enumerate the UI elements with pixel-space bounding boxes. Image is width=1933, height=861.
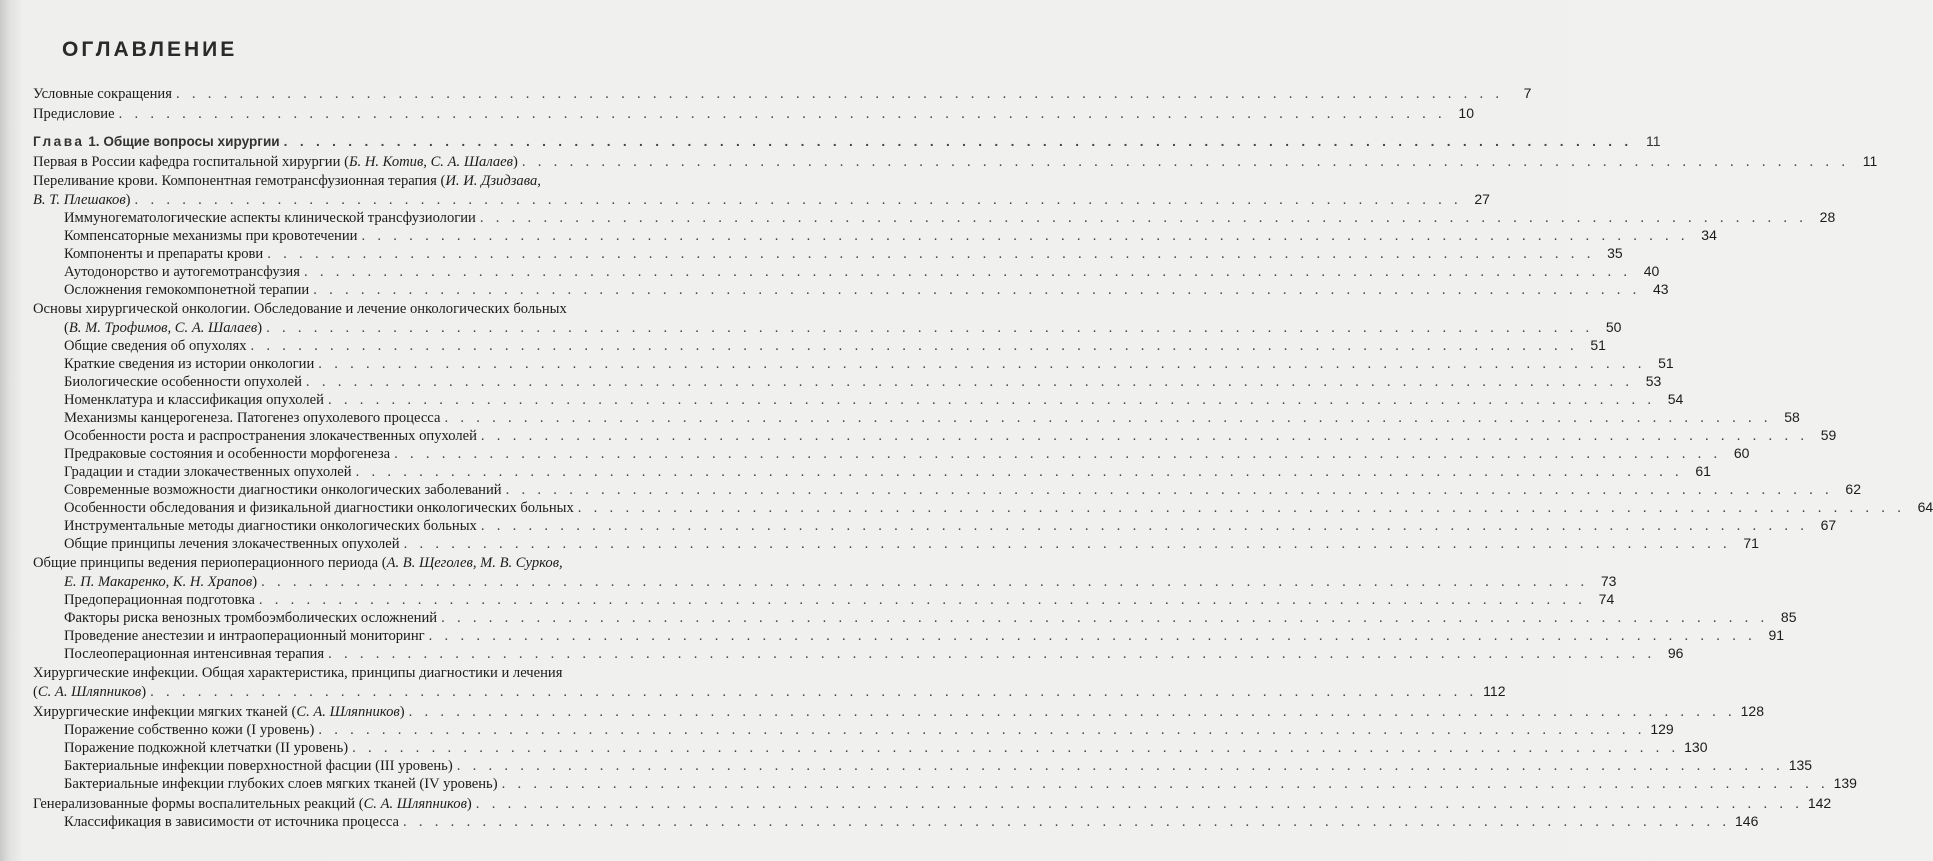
toc-entry-title (33, 703, 405, 721)
toc-entry-title (33, 795, 472, 813)
dot-leader (251, 337, 1578, 355)
toc-entry-title (64, 499, 574, 517)
dot-leader (306, 373, 1633, 391)
toc-entry-title (64, 245, 263, 263)
toc-entry (33, 444, 1750, 462)
toc-entry (33, 534, 1759, 552)
entry-text: Первая в России кафедра госпитальной хирургии ( (33, 154, 349, 170)
toc-entry-title (64, 591, 255, 609)
toc-entry-title (33, 153, 518, 171)
page-number: 53 (1645, 373, 1662, 389)
entry-text: 1. Общие вопросы хирургии (84, 134, 280, 149)
toc-entry-title (64, 813, 399, 831)
entry-text: Особенности обследования и физикальной диагностики онкологических больных (64, 500, 574, 516)
dot-leader (328, 391, 1655, 409)
author-names: Е. П. Макаренко, К. Н. Храпов (64, 574, 253, 590)
entry-text: Краткие сведения из истории онкологии (64, 356, 315, 372)
toc-entry (33, 516, 1837, 534)
entry-text: Поражение собственно кожи (I уровень) (64, 722, 315, 738)
toc-entry (33, 104, 1474, 122)
dot-leader (409, 703, 1736, 721)
author-names: Б. Н. Котив, С. А. Шалаев (348, 154, 513, 170)
toc-entry-title (64, 409, 440, 427)
entry-text: Предоперационная подготовка (64, 592, 255, 608)
toc-entry-title (64, 757, 453, 775)
dot-leader (476, 795, 1803, 813)
entry-text: Бактериальные инфекции глубоких слоев мягких тканей (IV уровень) (64, 776, 498, 792)
entry-text: Особенности роста и распространения злокачественных опухолей (64, 428, 477, 444)
dot-leader (506, 481, 1833, 499)
entry-text: ) (513, 154, 518, 170)
author-names: И. И. Дзидзава, (445, 173, 541, 189)
dot-leader (313, 281, 1640, 299)
page-number: 11 (1645, 133, 1661, 149)
entry-text: Механизмы канцерогенеза. Патогенез опухолевого процесса (64, 410, 441, 426)
dot-leader (457, 757, 1784, 775)
dot-leader (135, 191, 1462, 209)
page-number: 146 (1735, 813, 1759, 829)
entry-text: Общие сведения об опухолях (64, 338, 247, 354)
page-number: 11 (1862, 153, 1878, 169)
dot-leader (284, 133, 1633, 151)
entry-text: Бактериальные инфекции поверхностной фасции (III уровень) (64, 758, 453, 774)
page-number: 27 (1474, 191, 1490, 207)
page-number: 142 (1807, 795, 1832, 811)
entry-text: Общие принципы лечения злокачественных опухолей (64, 536, 400, 552)
page-number: 96 (1667, 645, 1684, 661)
toc-entry (33, 152, 1878, 170)
dot-leader (119, 105, 1446, 123)
toc-entry (33, 812, 1759, 830)
entry-text: Биологические особенности опухолей (64, 374, 302, 390)
dot-leader (394, 445, 1721, 463)
toc-entry (33, 336, 1606, 354)
entry-text: Хирургические инфекции. Общая характеристика, принципы диагностики и лечения (33, 665, 563, 681)
toc-entry (33, 354, 1674, 372)
toc-entry-title (64, 281, 309, 299)
page-number: 130 (1684, 739, 1708, 755)
toc-entry (33, 794, 1832, 812)
toc-entry-title (33, 172, 541, 190)
toc-entry (33, 318, 1622, 336)
page-number: 91 (1768, 627, 1785, 643)
page-number: 54 (1667, 391, 1684, 407)
toc-entry-title (64, 573, 257, 591)
entry-text: ( (33, 684, 38, 700)
author-names: С. А. Шляпников (37, 684, 142, 700)
entry-text: Современные возможности диагностики онкологических заболеваний (64, 482, 502, 498)
toc-entry-title (33, 664, 562, 682)
dot-leader (176, 85, 1503, 103)
dot-leader (266, 319, 1593, 337)
page-number: 129 (1650, 721, 1674, 737)
page-number: 43 (1653, 281, 1669, 297)
entry-text: Генерализованные формы воспалительных реакций ( (33, 796, 364, 812)
toc-entry (33, 280, 1669, 298)
entry-text: Факторы риска венозных тромбоэмболических осложнений (64, 610, 438, 626)
toc-entry (33, 554, 626, 572)
page-number: 61 (1695, 463, 1711, 479)
page-number: 59 (1820, 427, 1837, 443)
entry-text: ( (64, 320, 69, 336)
entry-text: ) (466, 796, 472, 812)
toc-entry-title (64, 373, 302, 391)
entry-text: Общие принципы ведения периоперационного периода ( (33, 555, 387, 571)
dot-leader (441, 609, 1768, 627)
toc-entry (33, 262, 1660, 280)
toc-entry-title (33, 300, 567, 318)
toc-entry-title (33, 105, 115, 123)
dot-leader (481, 427, 1808, 445)
dot-leader (150, 683, 1477, 701)
toc-entry-title (33, 683, 146, 701)
page-number: 67 (1820, 517, 1837, 533)
toc-entry (33, 480, 1861, 498)
page-title: ОГЛАВЛЕНИЕ (62, 38, 238, 61)
toc-entry (33, 702, 1764, 720)
entry-text: ) (125, 192, 131, 208)
toc-entry-title (64, 775, 498, 793)
entry-text: Условные сокращения (33, 86, 172, 102)
entry-text: ) (257, 320, 263, 336)
toc-entry (33, 756, 1813, 774)
toc-entry (33, 626, 1785, 644)
toc-entry-title (64, 391, 324, 409)
toc-entry (33, 372, 1662, 390)
toc-entry-title (64, 535, 400, 553)
entry-text: Поражение подкожной клетчатки (II уровень) (64, 740, 349, 756)
entry-text: Основы хирургической онкологии. Обследование и лечение онкологических больных (33, 301, 567, 317)
toc-entry-title (64, 481, 502, 499)
toc-entry (33, 498, 1933, 516)
dot-leader (259, 591, 1586, 609)
toc-entry (33, 226, 1717, 244)
entry-text: Компоненты и препараты крови (64, 246, 264, 262)
page-number: 51 (1590, 337, 1606, 353)
dot-leader (429, 627, 1756, 645)
table-of-contents (33, 84, 1933, 830)
toc-entry-title (64, 337, 247, 355)
toc-entry (33, 300, 626, 318)
dot-leader (404, 535, 1731, 553)
toc-entry (33, 208, 1836, 226)
toc-entry (33, 408, 1800, 426)
toc-entry (33, 572, 1617, 590)
toc-entry-title (64, 645, 324, 663)
page-number: 58 (1784, 409, 1800, 425)
dot-leader (304, 263, 1631, 281)
toc-entry-title (64, 445, 390, 463)
page-number: 35 (1607, 245, 1623, 261)
toc-chapter-entry (33, 132, 1661, 150)
dot-leader (522, 153, 1849, 171)
toc-entry-title (64, 319, 262, 337)
dot-leader (403, 813, 1730, 831)
entry-text: Послеоперационная интенсивная терапия (64, 646, 325, 662)
dot-leader (318, 721, 1645, 739)
toc-entry (33, 774, 1857, 792)
entry-text: ) (252, 574, 258, 590)
toc-entry-title (64, 517, 477, 535)
toc-entry-title (64, 721, 314, 739)
toc-entry-title (33, 191, 131, 209)
page-number: 139 (1833, 775, 1857, 791)
toc-entry-title (64, 609, 437, 627)
toc-entry-title (33, 554, 563, 572)
entry-text: Хирургические инфекции мягких тканей ( (33, 704, 297, 720)
dot-leader (261, 573, 1588, 591)
dot-leader (361, 227, 1688, 245)
toc-entry (33, 738, 1708, 756)
entry-text: ) (399, 704, 405, 720)
dot-leader (352, 739, 1679, 757)
toc-entry-title (64, 355, 314, 373)
page-number: 112 (1483, 683, 1506, 699)
toc-entry-title (64, 263, 300, 281)
entry-text: Номенклатура и классификация опухолей (64, 392, 324, 408)
entry-text: Переливание крови. Компонентная гемотрансфузионная терапия ( (33, 173, 446, 189)
toc-entry-title (64, 227, 357, 245)
page-number: 128 (1740, 703, 1764, 719)
author-names: А. В. Щеголев, М. В. Сурков, (386, 555, 563, 571)
toc-entry-title (64, 627, 425, 645)
entry-text: Глава (33, 134, 85, 149)
dot-leader (480, 209, 1807, 227)
toc-entry-title (64, 739, 348, 757)
page-number: 85 (1780, 609, 1797, 625)
toc-entry-title (64, 463, 352, 481)
page-number: 10 (1458, 105, 1474, 121)
toc-entry-title (64, 209, 476, 227)
toc-entry (33, 462, 1711, 480)
dot-leader (481, 517, 1808, 535)
dot-leader (356, 463, 1683, 481)
dot-leader (502, 775, 1829, 793)
toc-entry (33, 84, 1532, 102)
entry-text: Иммуногематологические аспекты клинической трансфузиологии (64, 210, 476, 226)
toc-entry (33, 608, 1797, 626)
toc-entry (33, 172, 626, 190)
page-number: 135 (1788, 757, 1813, 773)
toc-entry (33, 720, 1674, 738)
entry-text: Компенсаторные механизмы при кровотечении (64, 228, 358, 244)
entry-text: Предисловие (33, 106, 115, 122)
page-number: 62 (1845, 481, 1861, 497)
toc-entry (33, 664, 626, 682)
page-number: 40 (1643, 263, 1660, 279)
entry-text: Инструментальные методы диагностики онкологических больных (64, 518, 477, 534)
page-number: 64 (1917, 499, 1933, 515)
toc-entry (33, 644, 1684, 662)
dot-leader (267, 245, 1594, 263)
entry-text: Аутодонорство и аутогемотрансфузия (64, 264, 300, 280)
toc-entry (33, 590, 1615, 608)
entry-text: Проведение анестезии и интраоперационный мониторинг (64, 628, 425, 644)
page-number: 74 (1598, 591, 1615, 607)
author-names: С. А. Шляпников (296, 704, 400, 720)
dot-leader (318, 355, 1645, 373)
entry-text: Классификация в зависимости от источника процесса (64, 814, 399, 830)
entry-text: Предраковые состояния и особенности морфогенеза (64, 446, 391, 462)
entry-text: Градации и стадии злокачественных опухолей (64, 464, 352, 480)
page-number: 28 (1819, 209, 1836, 225)
toc-entry-title (64, 427, 477, 445)
toc-entry-title (33, 85, 172, 103)
toc-entry (33, 390, 1684, 408)
author-names: В. Т. Плешаков (33, 192, 126, 208)
toc-entry (33, 190, 1490, 208)
page-number: 73 (1600, 573, 1617, 589)
toc-entry (33, 682, 1506, 700)
toc-entry (33, 244, 1623, 262)
page-number: 7 (1523, 85, 1532, 101)
dot-leader (578, 499, 1905, 517)
author-names: С. А. Шляпников (363, 796, 467, 812)
page-number: 71 (1743, 535, 1759, 551)
dot-leader (328, 645, 1655, 663)
toc-entry (33, 426, 1837, 444)
entry-text: ) (141, 684, 147, 700)
page-number: 50 (1605, 319, 1622, 335)
page-number: 60 (1733, 445, 1750, 461)
entry-text: Осложнения гемокомпонетной терапии (64, 282, 310, 298)
author-names: В. М. Трофимов, С. А. Шалаев (68, 320, 258, 336)
page-number: 34 (1701, 227, 1717, 243)
toc-entry-title (33, 133, 280, 151)
dot-leader (444, 409, 1771, 427)
page-number: 51 (1658, 355, 1674, 371)
